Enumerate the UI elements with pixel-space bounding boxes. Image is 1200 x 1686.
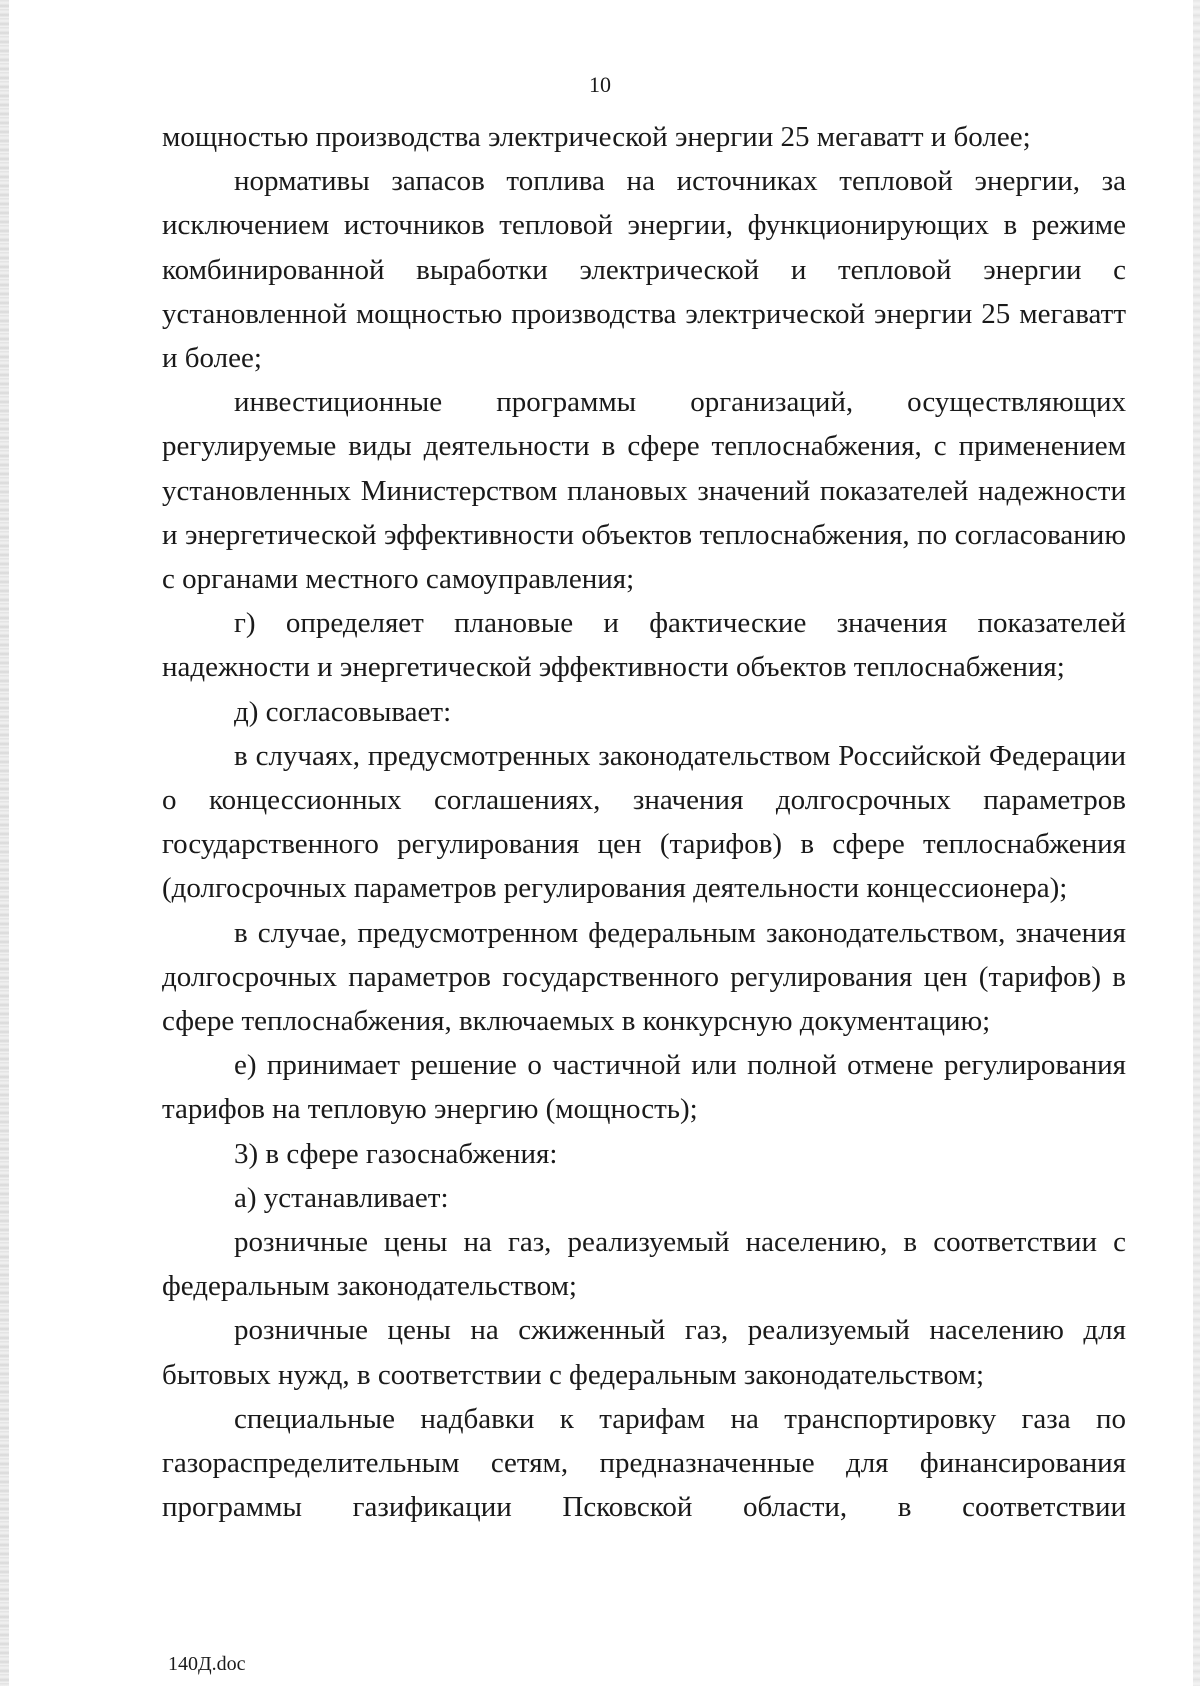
paragraph: а) устанавливает: [234,1181,449,1214]
page-number: 10 [589,72,611,97]
paragraph: д) согласовывает: [234,695,452,728]
paragraph: нормативы запасов топлива на источниках тепловой энергии, за исключением источников тепловой энергии, функционирующих в режиме комбинированной выработки электрической и тепловой энергии с установленной мощностью производства электрической энергии 25 мегаватт и более; [162,165,1126,375]
paragraph: розничные цены на газ, реализуемый населению, в соответствии с федеральным законодательством; [162,1226,1126,1303]
paragraph: мощностью производства электрической энергии 25 мегаватт и более; [162,121,1031,153]
paragraph: розничные цены на сжиженный газ, реализуемый населению для бытовых нужд, в соответствии с федеральным законодательством; [162,1314,1126,1391]
paragraph: инвестиционные программы организаций, осуществляющих регулируемые виды деятельности в сфере теплоснабжения, с применением установленных Министерством плановых значений показателей надежности и энергетической эффективности объектов теплоснабжения, по согласованию с органами местного самоуправления; [162,386,1126,596]
paragraph: г) определяет плановые и фактические значения показателей надежности и энергетической эффективности объектов теплоснабжения; [162,607,1126,684]
paragraph: в случае, предусмотренном федеральным законодательством, значения долгосрочных параметров государственного регулирования цен (тарифов) в сфере теплоснабжения, включаемых в конкурсную документацию; [162,916,1126,1038]
paragraph-continued: специальные надбавки к тарифам на транспортировку газа по газораспределительным сетям, предназначенные для финансирования программы газификации Псковской области, в соответствии [162,1402,1126,1524]
footer-filename: 140Д.doc [168,1653,246,1675]
document-body [162,115,1126,1530]
paragraph: в случаях, предусмотренных законодательством Российской Федерации о концессионных соглашениях, значения долгосрочных параметров государственного регулирования цен (тарифов) в сфере теплоснабжения (долгосрочных параметров регулирования деятельности концессионера); [162,739,1126,905]
scan-edge-left [0,0,9,1686]
paragraph: е) принимает решение о частичной или полной отмене регулирования тарифов на тепловую энергию (мощность); [162,1049,1126,1126]
paragraph: 3) в сфере газоснабжения: [234,1137,558,1170]
scan-edge-right [1193,0,1200,1686]
